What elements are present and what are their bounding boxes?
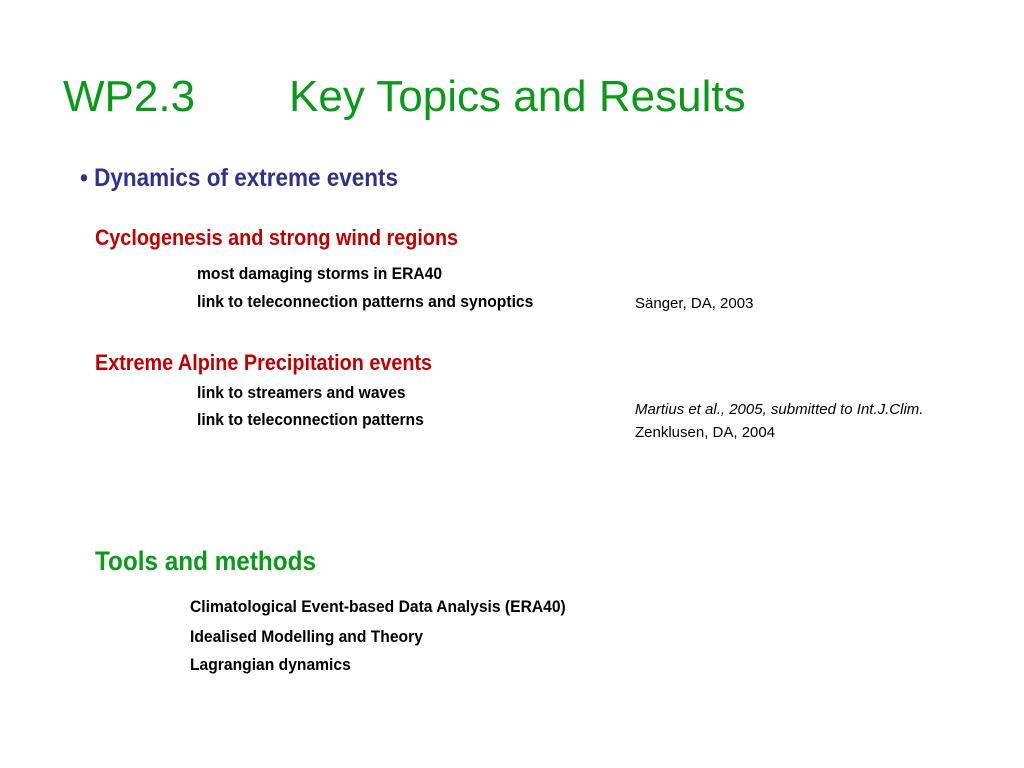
reference-zenklusen: Zenklusen, DA, 2004 (635, 424, 776, 441)
bullet-marker: • (80, 164, 88, 192)
reference-sanger: Sänger, DA, 2003 (635, 295, 754, 312)
reference-martius: Martius et al., 2005, submitted to Int.J.Clim. (635, 401, 924, 418)
tools-item: Idealised Modelling and Theory (190, 627, 423, 646)
title-code: WP2.3 (63, 72, 196, 121)
bullet-heading-text: Dynamics of extreme events (94, 164, 399, 192)
section-cyclogenesis-heading: Cyclogenesis and strong wind regions (95, 225, 459, 250)
slide-title (63, 72, 746, 122)
section-cyclogenesis-item: most damaging storms in ERA40 (197, 264, 443, 283)
section-alpine-heading: Extreme Alpine Precipitation events (95, 350, 433, 375)
section-cyclogenesis-item: link to teleconnection patterns and synoptics (197, 292, 534, 311)
bullet-heading (80, 164, 398, 193)
tools-item: Climatological Event-based Data Analysis (ERA40) (190, 597, 566, 616)
section-alpine-item: link to teleconnection patterns (197, 410, 424, 429)
tools-item: Lagrangian dynamics (190, 655, 351, 674)
title-text: Key Topics and Results (289, 72, 746, 121)
section-alpine-item: link to streamers and waves (197, 383, 406, 402)
section-tools-heading: Tools and methods (95, 546, 316, 576)
